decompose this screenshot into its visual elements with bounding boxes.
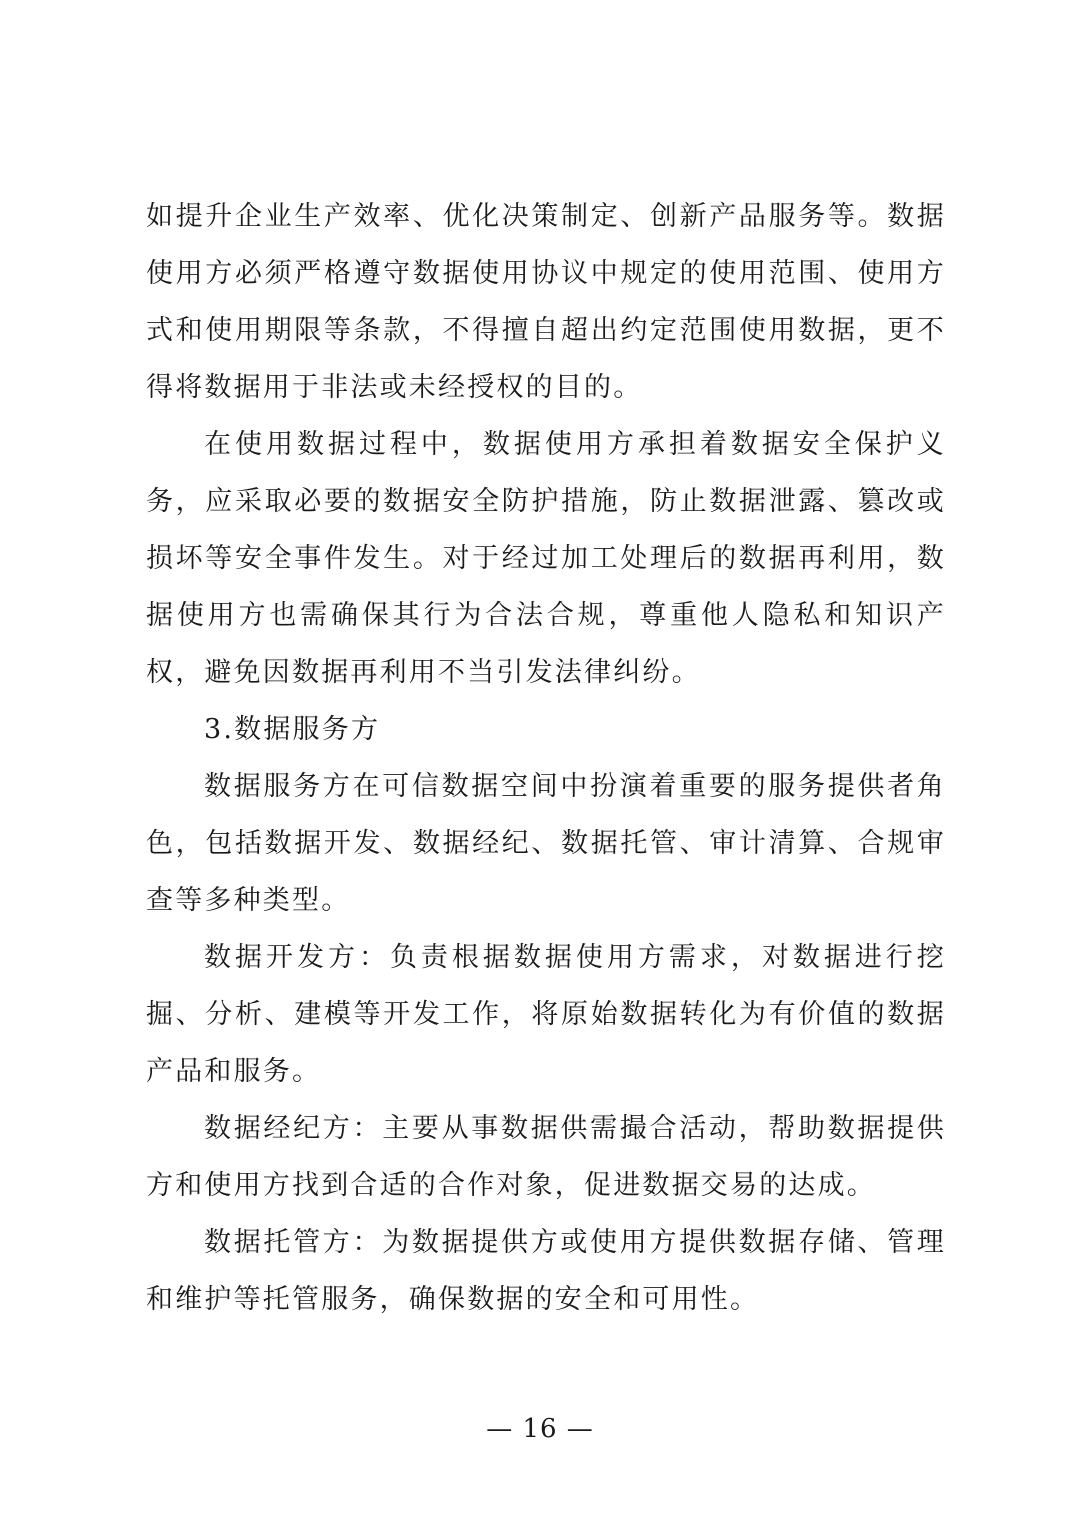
paragraph-developer: 数据开发方：负责根据数据使用方需求，对数据进行挖掘、分析、建模等开发工作，将原始数据转化为有价值的数据产品和服务。 [146,942,946,1087]
paragraph-data-security: 在使用数据过程中，数据使用方承担着数据安全保护义务，应采取必要的数据安全防护措施，防止数据泄露、篡改或损坏等安全事件发生。对于经过加工处理后的数据再利用，数据使用方也需确保其行为合法合规，尊重他人隐私和知识产权，避免因数据再利用不当引发法律纠纷。 [146,429,946,688]
paragraph-custodian: 数据托管方：为数据提供方或使用方提供数据存储、管理和维护等托管服务，确保数据的安全和可用性。 [146,1227,946,1315]
paragraph-continued: 如提升企业生产效率、优化决策制定、创新产品服务等。数据使用方必须严格遵守数据使用协议中规定的使用范围、使用方式和使用期限等条款，不得擅自超出约定范围使用数据，更不得将数据用于非法或未经授权的目的。 [146,201,946,403]
page-number: — 16 — [486,1414,594,1444]
paragraph-broker: 数据经纪方：主要从事数据供需撮合活动，帮助数据提供方和使用方找到合适的合作对象，促进数据交易的达成。 [146,1113,946,1201]
body-text [146,188,946,1328]
paragraph-service-role: 数据服务方在可信数据空间中扮演着重要的服务提供者角色，包括数据开发、数据经纪、数据托管、审计清算、合规审查等多种类型。 [146,771,946,916]
section-heading-data-service: 3.数据服务方 [204,714,381,745]
